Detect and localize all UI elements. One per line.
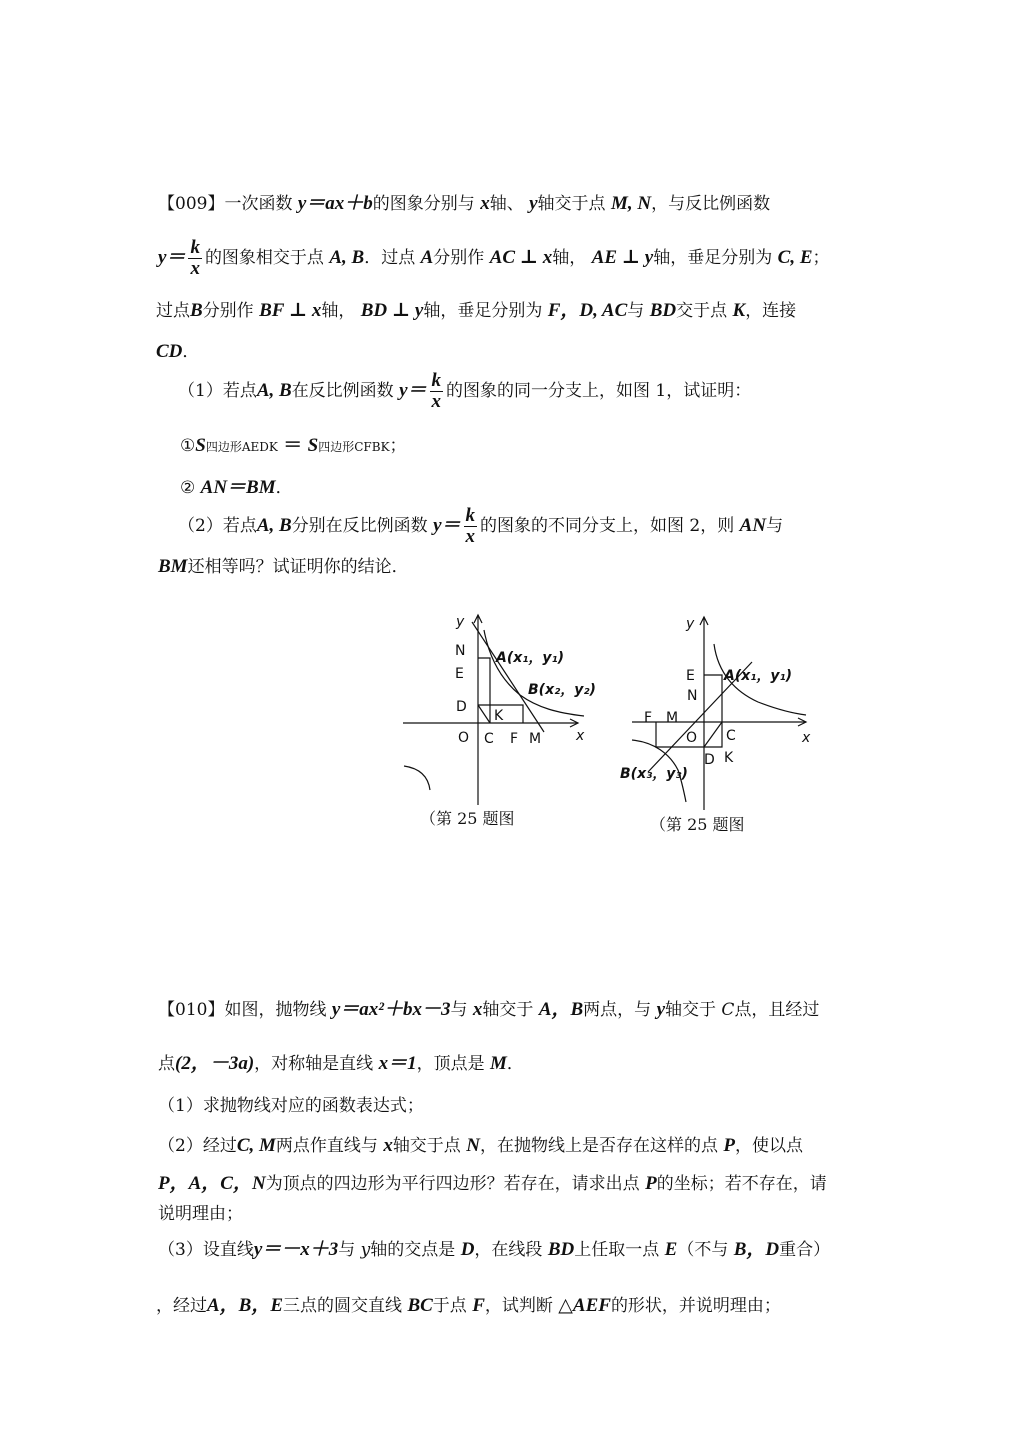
text: 与 xyxy=(627,301,645,321)
text: 轴， xyxy=(552,248,587,268)
text: 如图，抛物线 xyxy=(224,1000,327,1020)
label-y: y xyxy=(686,616,695,632)
math: y xyxy=(656,999,666,1020)
math: P xyxy=(645,1173,657,1194)
math: S xyxy=(307,435,319,456)
text: （2）若点 xyxy=(178,516,257,536)
math: x xyxy=(480,193,490,214)
math: A，B，E xyxy=(207,1295,284,1316)
text: 两点，与 xyxy=(583,1000,652,1020)
math: y＝ xyxy=(158,247,186,268)
p010-line-2 xyxy=(158,1054,524,1074)
text: C xyxy=(721,1000,735,1020)
math: x xyxy=(383,1135,393,1156)
text: 三点的圆交直线 xyxy=(283,1296,403,1316)
p009-line-1 xyxy=(158,194,770,214)
math: (2，－3a) xyxy=(175,1053,255,1074)
text: ． xyxy=(182,342,200,362)
text: 过点 xyxy=(156,301,190,321)
text: 一次函数 xyxy=(224,194,293,214)
line-ab xyxy=(472,622,544,732)
label-M: M xyxy=(529,731,542,747)
label-F: F xyxy=(510,731,519,747)
p010-line-1 xyxy=(158,1000,819,1020)
label-O: O xyxy=(686,730,698,746)
text: 的图象相交于点 xyxy=(204,248,324,268)
text: （2）经过 xyxy=(158,1136,237,1156)
math: C, E xyxy=(777,247,813,268)
text: （3）设直线 xyxy=(158,1240,254,1260)
math: AN xyxy=(739,515,767,536)
math: ＝ xyxy=(283,435,303,456)
math: D xyxy=(460,1239,475,1260)
math: x xyxy=(472,999,483,1020)
text: ① xyxy=(180,436,196,456)
math: C, M xyxy=(236,1135,276,1156)
label-F: F xyxy=(644,710,653,726)
text: y xyxy=(360,1240,371,1260)
math: A, B xyxy=(256,380,292,401)
math: CD xyxy=(156,341,183,362)
text: ，顶点是 xyxy=(416,1054,485,1074)
label-M: M xyxy=(666,710,679,726)
math: x＝1 xyxy=(378,1053,417,1074)
p009-claim-1 xyxy=(180,436,407,457)
numerator: k xyxy=(190,237,200,258)
fraction xyxy=(188,238,202,279)
text: 分别作 xyxy=(202,301,254,321)
segment-cd xyxy=(704,722,722,747)
text: 分别作 xyxy=(433,248,485,268)
text: 为顶点的四边形为平行四边形？若存在，请求出点 xyxy=(265,1174,640,1194)
math: y xyxy=(529,193,538,214)
math: B，D xyxy=(733,1239,780,1260)
text: ，对称轴是直线 xyxy=(254,1054,374,1074)
text: 交于点 xyxy=(676,301,728,321)
text: 分别在反比例函数 xyxy=(291,516,428,536)
text: 与 xyxy=(766,516,784,536)
label-K: K xyxy=(494,708,504,724)
label-A: A(x₁，y₁) xyxy=(724,668,793,684)
hyperbola-branch-3 xyxy=(404,766,430,790)
math: A, B xyxy=(329,247,365,268)
figure-2-caption: （第 25 题图 xyxy=(650,815,745,834)
text: （不与 xyxy=(677,1240,729,1260)
p010-q2-end: 说明理由； xyxy=(158,1204,243,1224)
label-x: x xyxy=(576,728,585,744)
math: BF ⊥ x xyxy=(259,300,322,321)
text: 轴、 xyxy=(489,194,524,214)
p009-claim-2 xyxy=(180,478,293,498)
math: A，B xyxy=(538,999,584,1020)
math: F，D, AC xyxy=(547,300,628,321)
text: 在反比例函数 xyxy=(291,381,394,401)
figure-1 xyxy=(398,610,598,810)
denominator: x xyxy=(431,391,442,412)
segments-ae-ac xyxy=(704,675,722,722)
math: BM xyxy=(158,556,188,577)
label-E: E xyxy=(455,666,464,682)
text: 重合） xyxy=(779,1240,831,1260)
label-N: N xyxy=(687,688,698,704)
label-D: D xyxy=(456,699,467,715)
math: BC xyxy=(407,1295,433,1316)
text: 点 xyxy=(158,1054,175,1074)
numerator: k xyxy=(465,505,476,526)
text: 轴交于 xyxy=(665,1000,717,1020)
denominator: x xyxy=(190,258,200,279)
text: 的图象分别与 xyxy=(372,194,475,214)
math: K xyxy=(732,300,746,321)
fraction xyxy=(464,506,478,547)
math: S xyxy=(195,435,206,456)
p010-q2-cont xyxy=(158,1174,827,1194)
text: 上任取一点 xyxy=(574,1240,660,1260)
math: M xyxy=(489,1053,507,1074)
denominator: x xyxy=(465,526,476,547)
math: B xyxy=(190,300,203,321)
p010-q3 xyxy=(158,1240,830,1260)
text: 于点 xyxy=(432,1296,467,1316)
math: P，A，C，N xyxy=(158,1173,266,1194)
math: F xyxy=(472,1295,485,1316)
text: 的形状，并说明理由； xyxy=(610,1296,781,1316)
math: AE ⊥ y xyxy=(591,247,654,268)
numerator: k xyxy=(431,370,442,391)
label-E: E xyxy=(686,668,695,684)
text: 的坐标；若不存在，请 xyxy=(656,1174,827,1194)
p010-q2 xyxy=(158,1136,803,1156)
math: A, B xyxy=(256,515,292,536)
text: ，使以点 xyxy=(734,1136,803,1156)
label-K: K xyxy=(724,750,734,766)
math: AC ⊥ x xyxy=(489,247,553,268)
label-y: y xyxy=(456,614,465,630)
math: AN＝BM xyxy=(200,477,276,498)
p009-line-2 xyxy=(158,236,830,280)
label-C: C xyxy=(726,728,736,744)
text: 轴，垂足分别为 xyxy=(653,248,773,268)
p010-q1: （1）求抛物线对应的函数表达式； xyxy=(158,1096,424,1116)
math: E xyxy=(664,1239,678,1260)
text: （1）若点 xyxy=(178,381,257,401)
p009-q2 xyxy=(178,504,783,548)
subscript: 四边形CFBK xyxy=(318,440,390,454)
text: ② xyxy=(180,478,196,498)
text: 两点作直线与 xyxy=(275,1136,378,1156)
text: 轴，垂足分别为 xyxy=(423,301,543,321)
label-B: B(x₃，y₃) xyxy=(620,766,688,782)
text: ，试判断 xyxy=(484,1296,553,1316)
math: BD ⊥ y xyxy=(360,300,424,321)
text: ．过点 xyxy=(364,248,416,268)
fraction xyxy=(430,371,444,412)
text: 的图象的不同分支上，如图 2，则 xyxy=(480,516,735,536)
text: 轴的交点是 xyxy=(370,1240,456,1260)
figure-1-caption: （第 25 题图 xyxy=(420,809,515,828)
text: ，在抛物线上是否存在这样的点 xyxy=(479,1136,718,1156)
math: y＝ xyxy=(433,515,461,536)
text: ，在线段 xyxy=(474,1240,543,1260)
p009-line-3 xyxy=(156,301,796,321)
text: ； xyxy=(812,248,830,268)
text: 轴， xyxy=(321,301,356,321)
text: 还相等吗？试证明你的结论． xyxy=(187,557,409,577)
hyperbola-branch-1 xyxy=(484,630,584,716)
label-x: x xyxy=(802,730,811,746)
problem-label: 【009】 xyxy=(158,194,225,214)
label-B: B(x₂，y₂) xyxy=(528,682,596,698)
text: 轴交于点 xyxy=(392,1136,461,1156)
label-D: D xyxy=(704,752,715,768)
label-O: O xyxy=(458,730,470,746)
text: ，与反比例函数 xyxy=(651,194,771,214)
p009-line-4 xyxy=(156,342,199,362)
text: ． xyxy=(506,1054,524,1074)
label-C: C xyxy=(484,731,494,747)
problem-label: 【010】 xyxy=(158,1000,225,1020)
math: y＝ax²＋bx－3 xyxy=(331,999,451,1020)
p009-q1 xyxy=(178,369,751,413)
text: 点，且经过 xyxy=(734,1000,820,1020)
text: 轴交于点 xyxy=(537,194,606,214)
segment-cd xyxy=(478,705,490,723)
text: 与 xyxy=(450,1000,468,1020)
text: ，连接 xyxy=(745,301,797,321)
p009-q2-cont xyxy=(158,557,409,577)
subscript: 四边形AEDK xyxy=(205,440,278,454)
text: 的图象的同一分支上，如图 1，试证明： xyxy=(446,381,752,401)
math: BD xyxy=(547,1239,575,1260)
math: N xyxy=(466,1135,480,1156)
label-N: N xyxy=(455,643,466,659)
math: BD xyxy=(649,300,677,321)
math: y＝ xyxy=(399,380,427,401)
figure-2 xyxy=(618,612,818,812)
p010-q3-cont xyxy=(156,1296,781,1316)
math: y＝－x＋3 xyxy=(253,1239,339,1260)
text: ； xyxy=(389,436,407,456)
text: ． xyxy=(275,478,293,498)
math: y＝ax＋b xyxy=(297,193,373,214)
math: A xyxy=(420,247,434,268)
text: 轴交于 xyxy=(482,1000,534,1020)
math: M, N xyxy=(610,193,652,214)
math: △AEF xyxy=(558,1295,611,1316)
text: ，经过 xyxy=(156,1296,207,1316)
label-A: A(x₁，y₁) xyxy=(496,650,565,666)
text: 与 xyxy=(338,1240,356,1260)
math: P xyxy=(723,1135,735,1156)
